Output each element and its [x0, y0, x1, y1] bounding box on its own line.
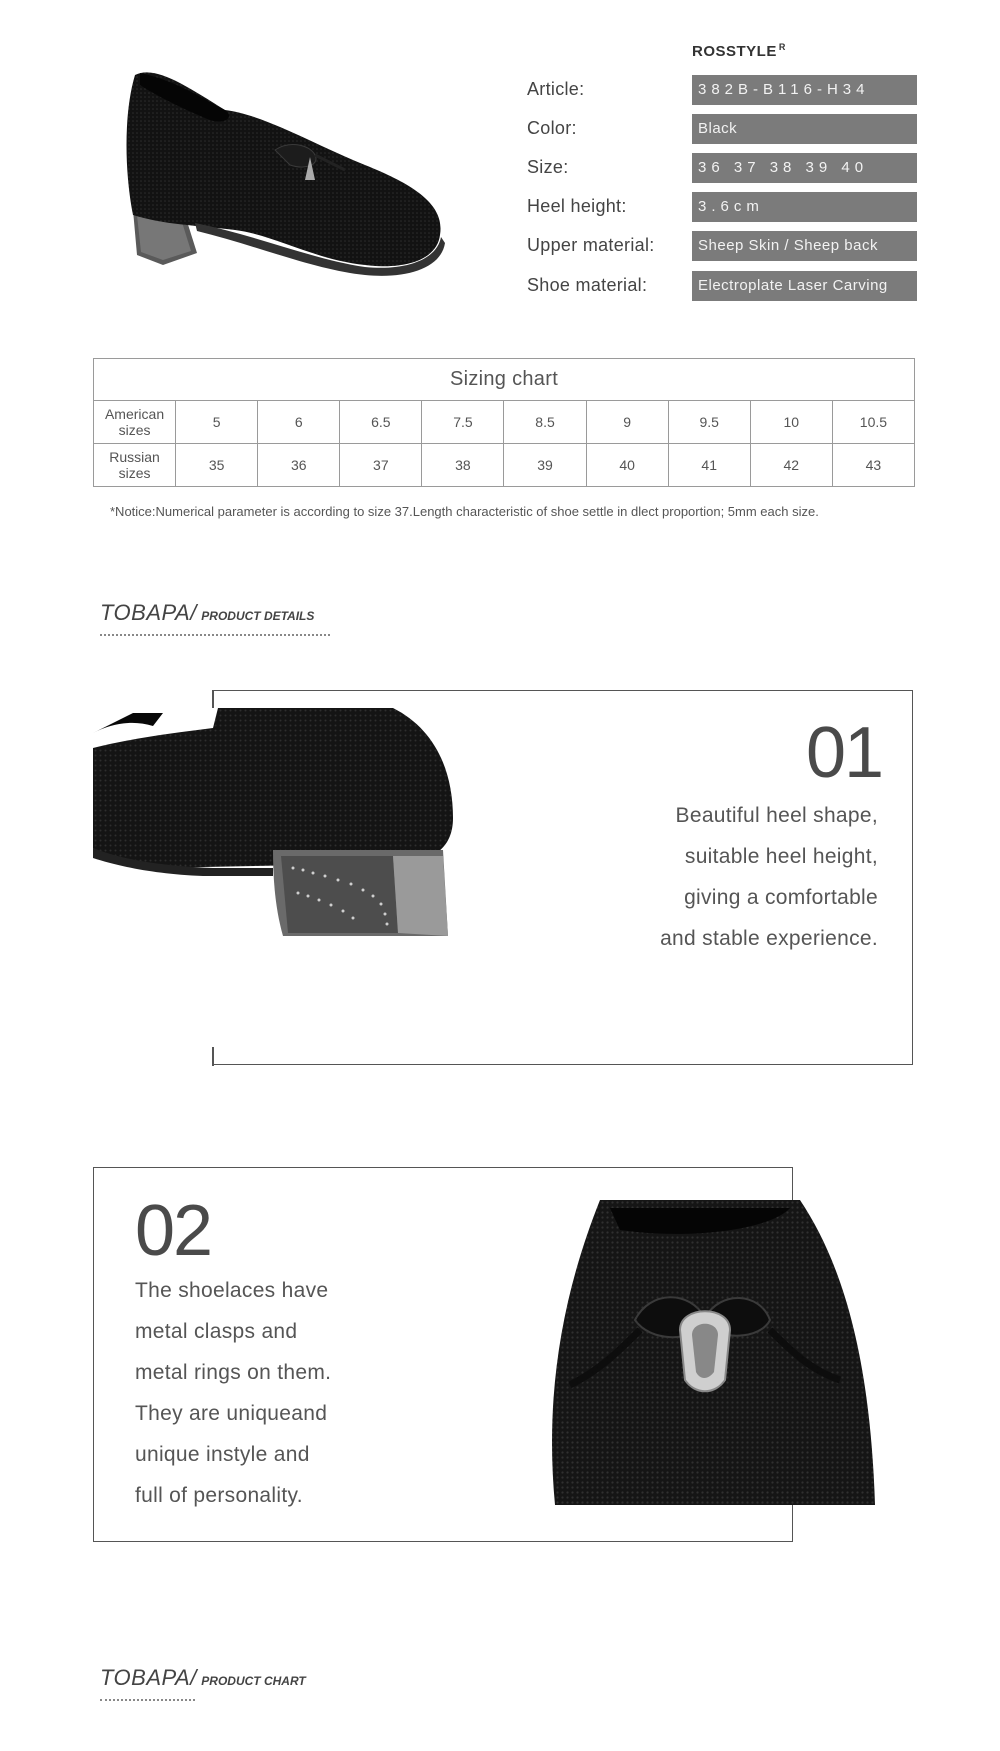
size-cell: 6 [258, 401, 340, 444]
product-image-black-loafer [115, 55, 455, 295]
feature-02-number: 02 [135, 1191, 212, 1271]
section-header-product-details: TOBAPA/ PRODUCT DETAILS [100, 600, 315, 625]
spec-value-color: Black [692, 114, 917, 144]
size-cell: 43 [832, 444, 914, 487]
spec-row-article: Article: 382B-B116-H34 [527, 75, 917, 105]
sizing-chart-table [93, 358, 915, 487]
sizing-notice: *Notice:Numerical parameter is according to size 37.Length characteristic of shoe settle in dlect proportion; 5mm each size. [110, 504, 819, 519]
brand-name: ROSSTYLE $^R$ [692, 42, 786, 60]
frame-corner [212, 1047, 214, 1066]
size-cell: 42 [750, 444, 832, 487]
dotted-divider [100, 634, 330, 636]
spec-value-heel-height: 3.6cm [692, 192, 917, 222]
section-header-product-chart: TOBAPA/ PRODUCT CHART [100, 1665, 306, 1690]
dotted-divider [100, 1699, 195, 1701]
frame-corner [212, 690, 214, 710]
spec-value-size: 36 37 38 39 40 [692, 153, 917, 183]
spec-row-heel-height: Heel height: 3.6cm [527, 192, 917, 222]
spec-value-upper-material: Sheep Skin / Sheep back [692, 231, 917, 261]
feature-01-description: Beautiful heel shape, suitable heel height, giving a comfortable and stable experience. [660, 804, 878, 950]
size-cell: 10.5 [832, 401, 914, 444]
table-row-american [94, 401, 915, 444]
american-sizes-label: American sizes [94, 401, 176, 444]
russian-sizes-label: Russian sizes [94, 444, 176, 487]
size-cell: 7.5 [422, 401, 504, 444]
shoelace-clasp-detail-image [540, 1200, 875, 1505]
size-cell: 9.5 [668, 401, 750, 444]
size-cell: 40 [586, 444, 668, 487]
size-cell: 5 [176, 401, 258, 444]
size-cell: 38 [422, 444, 504, 487]
spec-value-article: 382B-B116-H34 [692, 75, 917, 105]
heel-detail-image [93, 708, 468, 948]
size-cell: 39 [504, 444, 586, 487]
size-cell: 41 [668, 444, 750, 487]
size-cell: 6.5 [340, 401, 422, 444]
table-row-russian [94, 444, 915, 487]
size-cell: 10 [750, 401, 832, 444]
feature-02-description: The shoelaces have metal clasps and metal rings on them. They are uniqueand unique instyle and full of personality. [135, 1279, 332, 1507]
sizing-chart-caption: Sizing chart [94, 359, 915, 401]
spec-row-shoe-material: Shoe material: Electroplate Laser Carving [527, 271, 917, 301]
size-cell: 35 [176, 444, 258, 487]
spec-row-size: Size: 36 37 38 39 40 [527, 153, 917, 183]
size-cell: 37 [340, 444, 422, 487]
size-cell: 36 [258, 444, 340, 487]
size-cell: 8.5 [504, 401, 586, 444]
feature-01-number: 01 [806, 713, 883, 793]
spec-value-shoe-material: Electroplate Laser Carving [692, 271, 917, 301]
spec-row-color: Color: Black [527, 114, 917, 144]
spec-row-upper-material: Upper material: Sheep Skin / Sheep back [527, 231, 917, 261]
size-cell: 9 [586, 401, 668, 444]
